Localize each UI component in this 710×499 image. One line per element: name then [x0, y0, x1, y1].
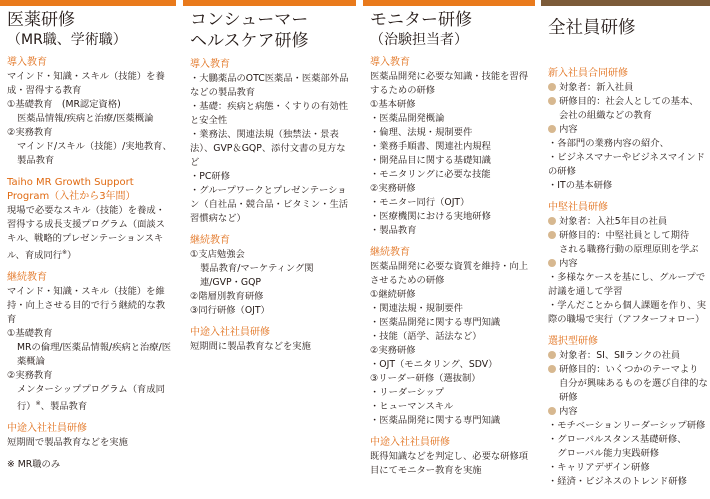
column-title — [190, 10, 354, 52]
list-item: ・医薬品開発概論 — [370, 113, 445, 124]
section-text: マインド・知識・スキル（技能）を養成・習得する教育 — [7, 71, 165, 96]
list-item: ②実務教育 — [7, 127, 53, 138]
list-item: ①基本研修 — [370, 99, 416, 110]
title-text: 医薬研修 — [7, 10, 75, 30]
section-heading: 新入社員合同研修 — [548, 68, 628, 79]
section-heading: 導入教育 — [190, 59, 230, 70]
list-item: ・医療機関における実地研修 — [370, 211, 491, 222]
list-item: ・多様なケースを基にし、グループで討議を通して学習 — [548, 272, 706, 297]
column-top-bar — [183, 0, 356, 6]
list-item: 医薬品情報/疾病と治療/医薬概論 — [17, 113, 154, 124]
section-text: マインド・知識・スキル（技能）を維持・向上させる目的で行う継続的な教育 — [7, 286, 166, 326]
list-item: ・ITの基本研修 — [548, 180, 613, 191]
list-item-main: メンターシッププログラム（育成同行） — [17, 384, 165, 413]
footnote-mark: ※ — [62, 249, 68, 256]
list-item: ・製品教育 — [370, 225, 417, 236]
title-text: モニター研修 — [370, 10, 472, 30]
footnote-mark: ※ — [35, 400, 41, 408]
bullet-item: 対象者：入社5年目の社員 — [548, 215, 708, 229]
section-heading: Taiho MR Growth Support Program（入社から3年間） — [7, 177, 136, 202]
list-item: ・開発品目に関する基礎知識 — [370, 155, 491, 166]
list-item: ・業務法、関連法規（独禁法・景表法）、GVP＆GQP、添付文書の見方など — [190, 129, 346, 168]
list-item: ・キャリアデザイン研修 — [548, 462, 650, 473]
section-text: 医薬品開発に必要な知識・技能を習得するための研修 — [370, 71, 529, 96]
list-item: ・大鵬薬品のOTC医薬品・医薬部外品などの製品教育 — [190, 73, 349, 98]
list-item: ・関連法規・規制要件 — [370, 303, 463, 314]
list-item: ・モチベーションリーダーシップ研修 — [548, 420, 706, 431]
list-item: 製品教育/マーケティング関連/GVP・GQP — [200, 263, 314, 288]
section-heading: 継続教育 — [7, 272, 47, 284]
section-heading: 選択型研修 — [548, 336, 598, 347]
bullet-item: 内容 — [548, 123, 708, 137]
list-item: ・グローバルスタンス基礎研修、 — [548, 434, 687, 445]
bullet-item: 研修目的：いくつかのテーマより — [548, 363, 708, 377]
list-item: ・基礎：疾病と病態・くすりの有効性と安全性 — [190, 101, 349, 126]
list-item: ・モニタリングに必要な技能 — [370, 169, 491, 180]
list-item: ・ヒューマンスキル — [370, 401, 454, 412]
list-item: ①支店勉強会 — [190, 249, 245, 260]
section-text-main: 現場で必要なスキル（技能）を養成・習得する成長支援プログラム（面談スキル、戦略的プレゼンテーションスキル、育成同行 — [7, 205, 165, 262]
bullet-item-continued: される職務行動の原理原則を学ぶ — [559, 244, 699, 255]
section-heading: 中途入社社員研修 — [7, 423, 87, 435]
section-heading: 継続教育 — [370, 247, 410, 258]
list-item: ・医薬品開発に関する専門知識 — [370, 317, 501, 328]
column-consumer-healthcare — [183, 0, 356, 499]
list-item: ・各部門の業務内容の紹介、 — [548, 138, 669, 149]
section-text: 医薬品開発に必要な資質を維持・向上させるための研修 — [370, 261, 529, 286]
section-heading: 中途入社社員研修 — [190, 327, 270, 338]
section-text: 既得知識などを判定し、必要な研修項目にてモニター教育を実施 — [370, 451, 529, 476]
list-item: ・リーダーシップ — [370, 387, 445, 398]
section-heading: 中堅社員研修 — [548, 202, 608, 213]
section-text: 短期間で製品教育などを実施 — [7, 437, 128, 449]
column-top-bar — [541, 0, 710, 6]
bullet-item: 研修目的：中堅社員として期待 — [548, 229, 708, 243]
subtitle-text: （治験担当者） — [370, 32, 468, 48]
section-text — [7, 204, 174, 263]
list-item: ・学んだことから個人課題を作り、実際の職場で実行（アフターフォロー） — [548, 300, 707, 325]
list-item — [7, 383, 174, 414]
list-item: ③リーダー研修（選抜制） — [370, 373, 481, 384]
list-item: ・倫理、法規・規制要件 — [370, 127, 473, 138]
column-top-bar — [363, 0, 535, 6]
list-item: ・グループワークとプレゼンテーション（自社品・競合品・ビタミン・生活習慣病など） — [190, 185, 349, 224]
list-item: ②実務研修 — [370, 345, 416, 356]
footnote: ※ MR職のみ — [7, 459, 61, 471]
column-title — [370, 10, 533, 50]
list-item: ・OJT（モニタリング、SDV） — [370, 359, 498, 370]
column-title — [7, 10, 174, 50]
section-heading: 導入教育 — [7, 57, 47, 68]
list-item: ①継続研修 — [370, 289, 416, 300]
list-item: ・PC研修 — [190, 171, 230, 182]
title-text: ヘルスケア研修 — [190, 31, 309, 51]
section-heading: 中途入社社員研修 — [370, 437, 450, 448]
list-item-tail: 、製品教育 — [40, 401, 88, 413]
list-item: グローバル能力実践研修 — [548, 448, 660, 459]
subtitle-text: （MR職、学術職） — [7, 32, 127, 48]
column-all-employee-training — [541, 0, 710, 499]
bullet-item-continued: 会社の組織などの教育 — [559, 110, 652, 121]
list-item: ①基礎教育 — [7, 328, 53, 340]
bullet-item-continued: 自分が興味あるものを選び自律的な研修 — [559, 378, 708, 403]
title-text: コンシューマー — [190, 10, 309, 30]
list-item: ②実務研修 — [370, 183, 416, 194]
bullet-item: 研修目的：社会人としての基本、 — [548, 95, 708, 109]
list-item: ③同行研修（OJT） — [190, 305, 270, 316]
column-title: 全社員研修 — [548, 18, 636, 38]
column-monitor-training — [363, 0, 535, 499]
list-item: ①基礎教育 (MR認定資格) — [7, 99, 121, 110]
list-item: MRの倫理/医薬品情報/疾病と治療/医薬概論 — [17, 342, 172, 368]
bullet-item: 内容 — [548, 257, 708, 271]
list-item: ・モニター同行（OJT） — [370, 197, 470, 208]
list-item: マインド/スキル（技能）/実地教育、製品教育 — [17, 141, 172, 166]
list-item: ②実務教育 — [7, 370, 53, 382]
bullet-item: 対象者：SⅠ、SⅡランクの社員 — [548, 349, 708, 363]
list-item: ・経済・ビジネスのトレンド研修 — [548, 476, 687, 487]
section-heading: 導入教育 — [370, 57, 410, 68]
list-item: ・医薬品開発に関する専門知識 — [370, 415, 501, 426]
section-text-tail: ） — [67, 250, 77, 262]
list-item: ・業務手順書、関連社内規程 — [370, 141, 491, 152]
list-item: ・ビジネスマナーやビジネスマインドの研修 — [548, 152, 705, 177]
column-top-bar — [0, 0, 176, 6]
bullet-item: 内容 — [548, 405, 708, 419]
bullet-item: 対象者：新入社員 — [548, 81, 708, 95]
column-pharma-training — [0, 0, 176, 499]
list-item: ②階層別教育研修 — [190, 291, 264, 302]
list-item: ・技能（語学、話法など） — [370, 331, 482, 342]
section-heading: 継続教育 — [190, 235, 230, 246]
section-text: 短期間に製品教育などを実施 — [190, 341, 311, 352]
